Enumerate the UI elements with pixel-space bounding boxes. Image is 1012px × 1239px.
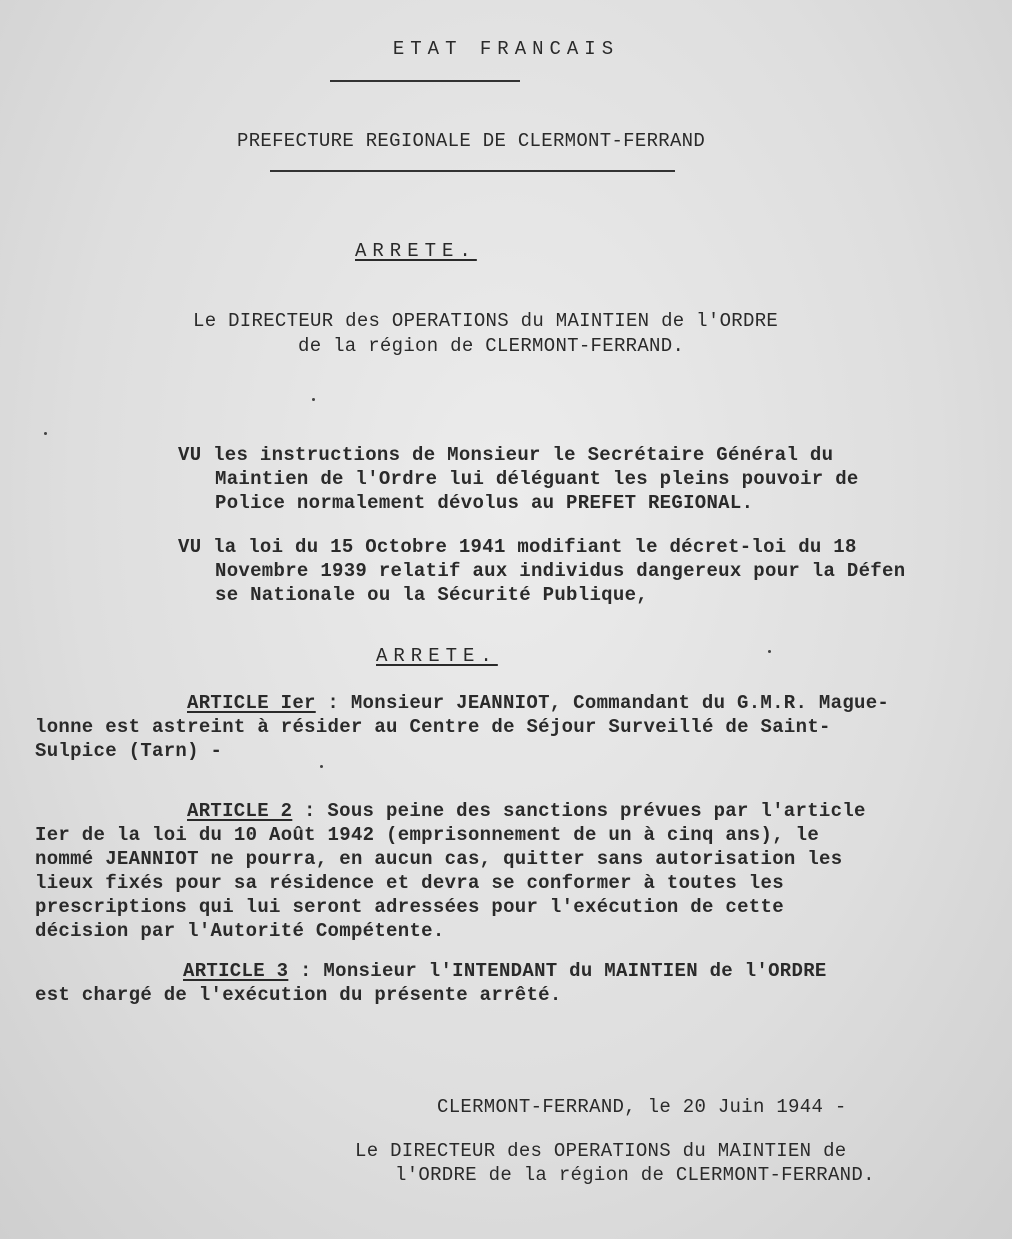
typewriter-speck [320,765,323,768]
article2-line-1 [187,800,866,822]
vu1-line-3: Police normalement dévolus au PREFET REGIONAL. [215,492,754,514]
article3-label: ARTICLE 3 [183,960,289,982]
prefecture-header: PREFECTURE REGIONALE DE CLERMONT-FERRAND [237,130,706,152]
signature-line-2: l'ORDRE de la région de CLERMONT-FERRAND. [395,1164,875,1186]
issuer-line-1: Le DIRECTEUR des OPERATIONS du MAINTIEN de l'ORDRE [193,310,779,332]
article2-text-1: : Sous peine des sanctions prévues par l'article [292,800,866,822]
vu2-line-1: VU la loi du 15 Octobre 1941 modifiant le décret-loi du 18 [178,536,857,558]
article2-line-2: Ier de la loi du 10 Août 1942 (emprisonnement de un à cinq ans), le [35,824,820,846]
vu2-line-2: Novembre 1939 relatif aux individus dangereux pour la Défen [215,560,906,582]
article2-line-6: décision par l'Autorité Compétente. [35,920,445,942]
article2-line-4: lieux fixés pour sa résidence et devra se conformer à toutes les [35,872,784,894]
article1-line-2: lonne est astreint à résider au Centre de Séjour Surveillé de Saint- [35,716,831,738]
article3-text-1: : Monsieur l'INTENDANT du MAINTIEN de l'ORDRE [288,960,827,982]
header-rule-2 [270,170,675,172]
header-rule-1 [330,80,520,82]
article3-line-2: est chargé de l'exécution du présente arrêté. [35,984,562,1006]
issuer-line-2: de la région de CLERMONT-FERRAND. [298,335,685,357]
arrete-title-2: ARRETE. [376,645,498,667]
article3-line-1 [183,960,827,982]
signature-line-1: Le DIRECTEUR des OPERATIONS du MAINTIEN de [355,1140,847,1162]
state-header: ETAT FRANCAIS [392,38,620,60]
place-date: CLERMONT-FERRAND, le 20 Juin 1944 - [437,1096,847,1118]
article2-line-3: nommé JEANNIOT ne pourra, en aucun cas, quitter sans autorisation les [35,848,843,870]
vu1-line-1: VU les instructions de Monsieur le Secrétaire Général du [178,444,834,466]
vu2-line-3: se Nationale ou la Sécurité Publique, [215,584,648,606]
article1-label: ARTICLE Ier [187,692,316,714]
article1-line-3: Sulpice (Tarn) - [35,740,223,762]
article2-label: ARTICLE 2 [187,800,293,822]
typewriter-speck [44,432,47,435]
article2-line-5: prescriptions qui lui seront adressées pour l'exécution de cette [35,896,784,918]
vu1-line-2: Maintien de l'Ordre lui déléguant les pleins pouvoir de [215,468,859,490]
arrete-title-1: ARRETE. [355,240,477,262]
typewriter-speck [768,650,771,653]
typewriter-speck [312,398,315,401]
article1-line-1 [187,692,889,714]
article1-text-1: : Monsieur JEANNIOT, Commandant du G.M.R. Mague- [315,692,890,714]
